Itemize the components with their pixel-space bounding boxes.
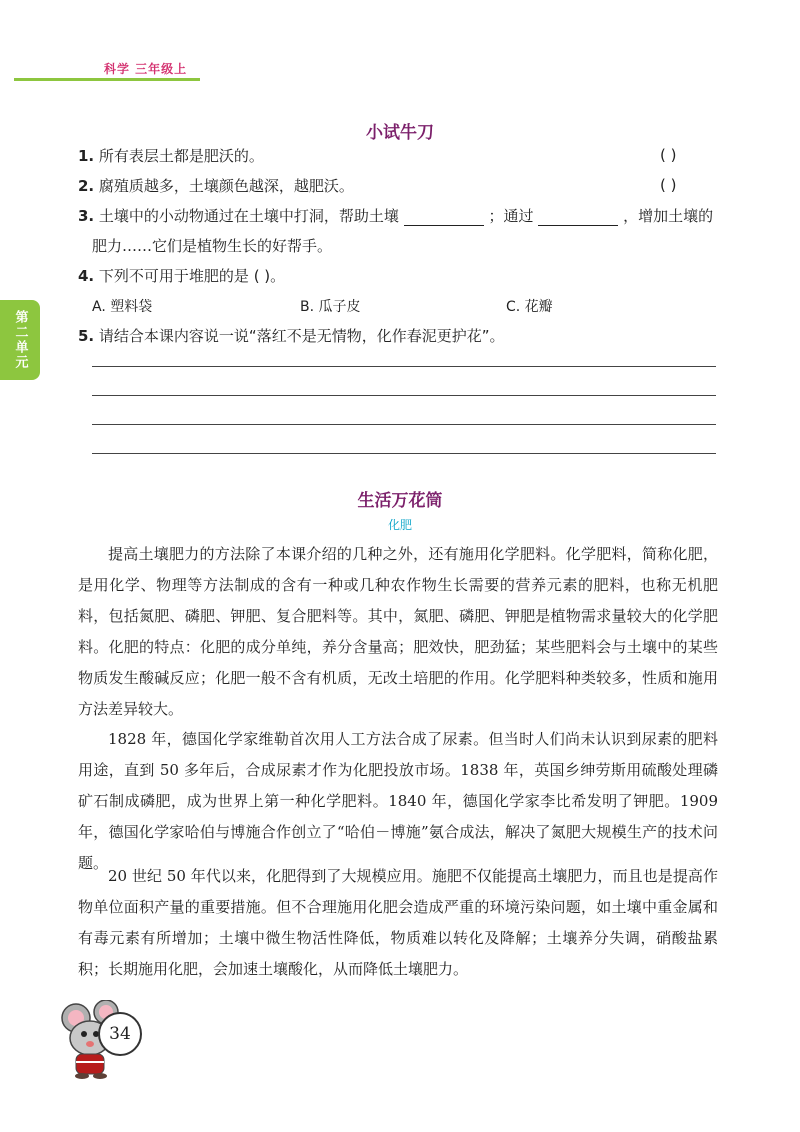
question-text: 腐殖质越多，土壤颜色越深，越肥沃。 [98, 177, 354, 195]
page-number: 34 [98, 1012, 142, 1056]
answer-paren-2[interactable]: ( ) [660, 176, 677, 194]
option-c[interactable]: C. 花瓣 [506, 299, 553, 315]
answer-line-4[interactable] [92, 453, 716, 454]
paragraph-2: 1828 年，德国化学家维勒首次用人工方法合成了尿素。但当时人们尚未认识到尿素的肥料用途，直到 50 多年后，合成尿素才作为化肥投放市场。1838 年，英国乡绅劳斯用硫酸处理磷矿石制成磷肥，成为世界上第一种化学肥料。1840 年，德国化学家李比希发明了钾肥。1909 年，德国化学家哈伯与博施合作创立了“哈伯－博施”氨合成法，解决了氮肥大规模生产的技术问题。 [78, 730, 718, 872]
option-b[interactable]: B. 瓜子皮 [300, 299, 361, 315]
answer-line-3[interactable] [92, 424, 716, 425]
question-text-part2: ；通过 [488, 207, 534, 225]
paragraph-1: 提高土壤肥力的方法除了本课介绍的几种之外，还有施用化学肥料。化学肥料，简称化肥，是用化学、物理等方法制成的含有一种或几种农作物生长需要的营养元素的肥料，也称无机肥料，包括氮肥、磷肥、钾肥、复合肥料等。其中，氮肥、磷肥、钾肥是植物需求量较大的化学肥料。化肥的特点：化肥的成分单纯，养分含量高；肥效快，肥劲猛；某些肥料会与土壤中的某些物质发生酸碱反应；化肥一般不含有机质，无改土培肥的作用。化学肥料种类较多，性质和施用方法差异较大。 [78, 545, 718, 718]
question-text-part3: ，增加土壤的 [623, 207, 714, 225]
header-subject-grade: 科学 三年级上 [104, 62, 188, 76]
question-text-part1: 土壤中的小动物通过在土壤中打洞，帮助土壤 [98, 207, 399, 225]
question-1 [78, 146, 264, 166]
question-number: 1. [78, 147, 95, 165]
question-number: 2. [78, 177, 95, 195]
question-number: 5. [78, 327, 95, 345]
answer-paren-1[interactable]: ( ) [660, 146, 677, 164]
question-text: 请结合本课内容说一说“落红不是无情物，化作春泥更护花”。 [98, 327, 505, 345]
fill-blank-1[interactable] [404, 209, 484, 226]
question-number: 4. [78, 267, 95, 285]
answer-line-1[interactable] [92, 366, 716, 367]
answer-line-2[interactable] [92, 395, 716, 396]
fill-blank-2[interactable] [538, 209, 618, 226]
paragraph-3: 20 世纪 50 年代以来，化肥得到了大规模应用。施肥不仅能提高土壤肥力，而且也是提高作物单位面积产量的重要措施。但不合理施用化肥会造成严重的环境污染问题，如土壤中重金属和有毒元素有所增加；土壤中微生物活性降低，物质难以转化及降解；土壤养分失调，硝酸盐累积；长期施用化肥，会加速土壤酸化，从而降低土壤肥力。 [78, 867, 718, 978]
question-text: 所有表层土都是肥沃的。 [98, 147, 264, 165]
section-title-practice: 小试牛刀 [366, 123, 434, 143]
question-text: 下列不可用于堆肥的是 ( )。 [98, 267, 286, 285]
option-a[interactable]: A. 塑料袋 [92, 299, 153, 315]
question-3-line2: 肥力……它们是植物生长的好帮手。 [92, 237, 333, 255]
question-2 [78, 176, 354, 196]
header-rule [14, 78, 200, 81]
unit-side-tab: 第二单元 [0, 300, 40, 380]
question-4 [78, 266, 285, 286]
question-5 [78, 326, 504, 346]
section-title-life: 生活万花筒 [357, 491, 443, 511]
section-subtitle: 化肥 [387, 518, 412, 532]
question-3 [78, 206, 713, 226]
question-number: 3. [78, 207, 95, 225]
